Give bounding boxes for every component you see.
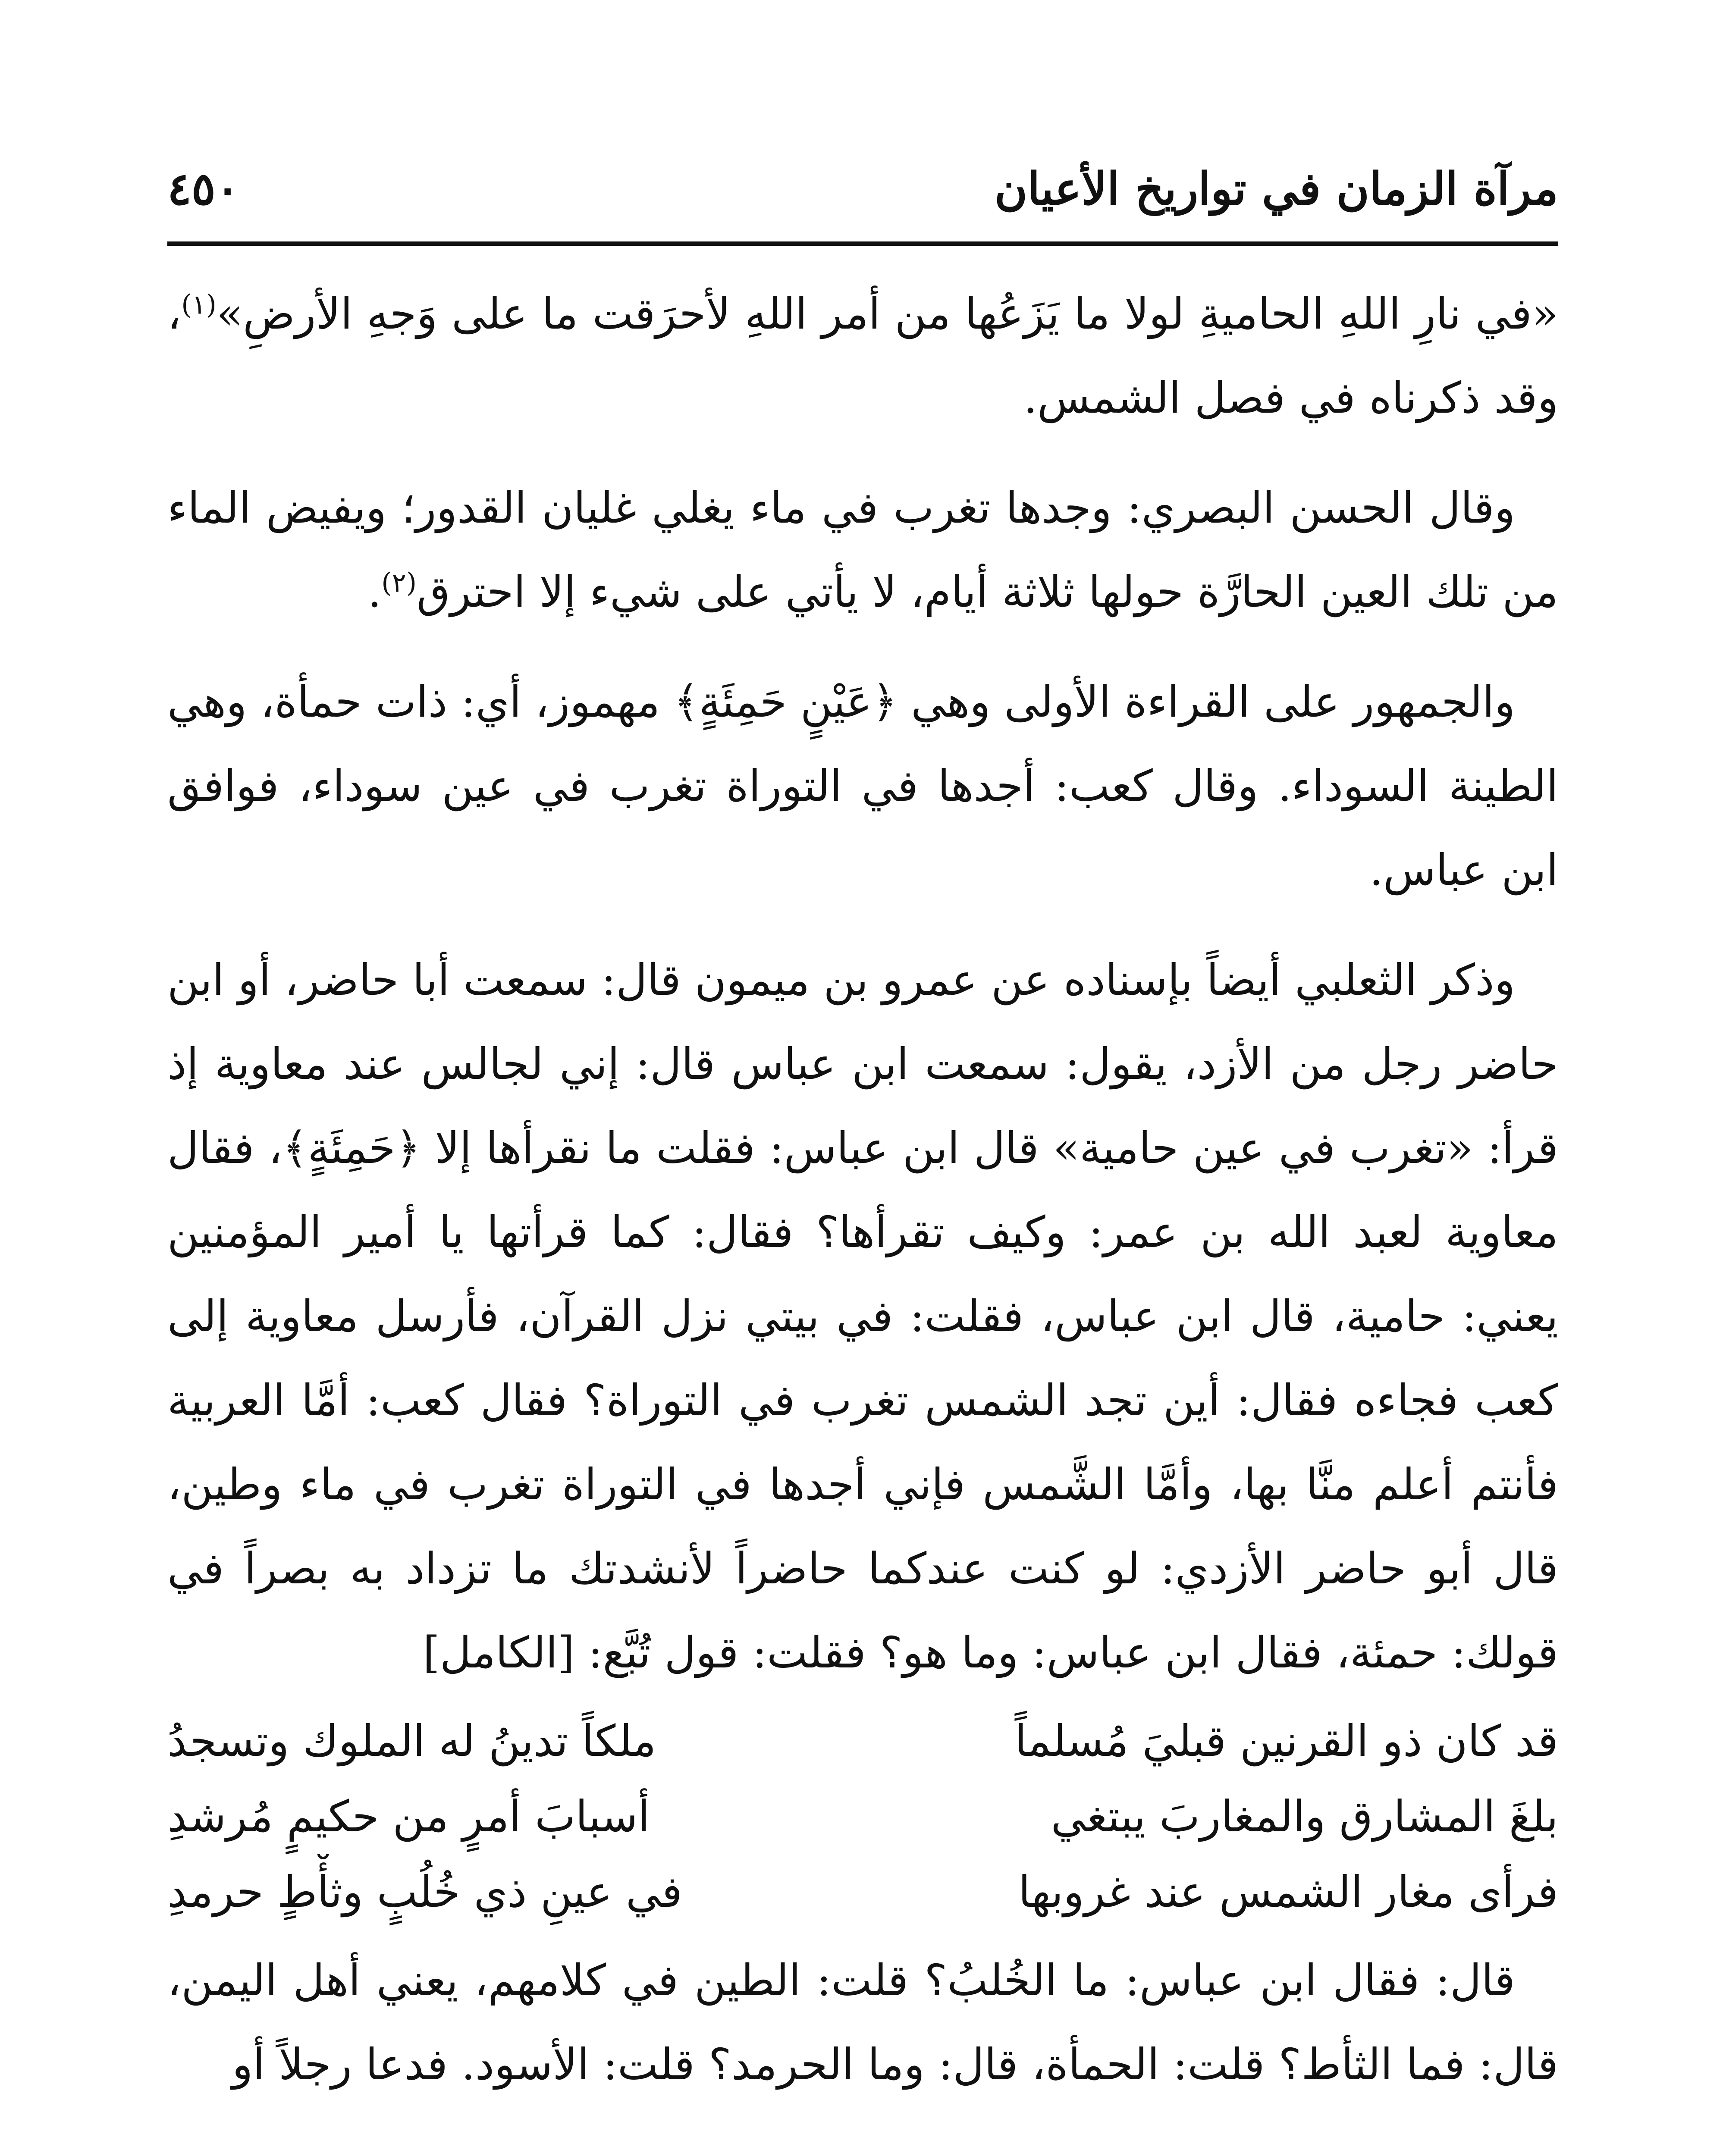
paragraph-5: قال: فقال ابن عباس: ما الخُلبُ؟ قلت: الطين في كلامهم، يعني أهل اليمن، قال: فما الثأط؟ قلت: الحمأة، قال: وما الحرمد؟ قلت: الأسود. فدعا رجلاً أو <box>167 1955 1558 2090</box>
verse-second-hemistich: ملكاً تدينُ له الملوك وتسجدُ <box>167 1716 656 1766</box>
verse-first-hemistich: فرأى مغار الشمس عند غروبها <box>1018 1867 1558 1917</box>
paragraph-3: والجمهور على القراءة الأولى وهي ﴿عَيْنٍ حَمِئَةٍ﴾ مهموز، أي: ذات حمأة، وهي الطينة السوداء. وقال كعب: أجدها في التوراة تغرب في عين سوداء، فوافق ابن عباس. <box>167 677 1558 895</box>
verse-first-hemistich: بلغَ المشارق والمغاربَ يبتغي <box>1051 1791 1558 1842</box>
verse-line <box>167 1779 1558 1854</box>
running-header <box>167 142 1558 215</box>
footnote-marker-2: (٢) <box>381 567 417 599</box>
main-text <box>167 272 1558 2132</box>
paragraph-4: وذكر الثعلبي أيضاً بإسناده عن عمرو بن ميمون قال: سمعت أبا حاضر، أو ابن حاضر رجل من الأزد، يقول: سمعت ابن عباس قال: إني لجالس عند معاوية إذ قرأ: «تغرب في عين حامية» قال ابن عباس: فقلت ما نقرأها إلا ﴿حَمِئَةٍ﴾، فقال معاوية لعبد الله بن عمر: وكيف تقرأها؟ فقال: كما قرأتها يا أمير المؤمنين يعني: حامية، قال ابن عباس، فقلت: في بيتي نزل القرآن، فأرسل معاوية إلى كعب فجاءه فقال: أين تجد الشمس تغرب في التوراة؟ فقال كعب: أمَّا العربية فأنتم أعلم منَّا بها، وأمَّا الشَّمس فإني أجدها في التوراة تغرب في ماء وطين، قال أبو حاضر الأزدي: لو كنت عندكما حاضراً لأنشدتك ما تزداد به بصراً في قولك: حمئة، فقال ابن عباس: وما هو؟ فقلت: قول تُبَّع: [الكامل] <box>167 955 1558 1678</box>
footnote-marker-1: (١) <box>181 288 217 320</box>
verse-line <box>167 1703 1558 1779</box>
book-title: مرآة الزمان في تواريخ الأعيان <box>994 162 1558 215</box>
paragraph-1-text: «في نارِ اللهِ الحاميةِ لولا ما يَزَعُها من أمر اللهِ لأحرَقت ما على وَجهِ الأرضِ» <box>217 288 1558 339</box>
paragraph-2-text: وقال الحسن البصري: وجدها تغرب في ماء يغلي غليان القدور؛ ويفيض الماء من تلك العين الحارَّة حولها ثلاثة أيام، لا يأتي على شيء إلا احترق <box>167 483 1558 617</box>
paragraph-1 <box>167 272 1558 440</box>
paragraph-2-tail: . <box>367 567 382 617</box>
paragraph-2 <box>167 466 1558 634</box>
verse-second-hemistich: أسبابَ أمرٍ من حكيمٍ مُرشدِ <box>167 1791 650 1842</box>
verse-second-hemistich: في عينِ ذي خُلُبٍ وثأْطٍ حرمدِ <box>167 1867 683 1917</box>
page-number: ٤٥٠ <box>167 162 240 215</box>
verse-first-hemistich: قد كان ذو القرنين قبليَ مُسلماً <box>1014 1716 1558 1766</box>
header-rule <box>167 241 1558 246</box>
paragraph-1-tail: ، وقد ذكرناه في فصل الشمس. <box>167 288 1558 423</box>
poem <box>167 1703 1558 1930</box>
verse-line <box>167 1854 1558 1930</box>
